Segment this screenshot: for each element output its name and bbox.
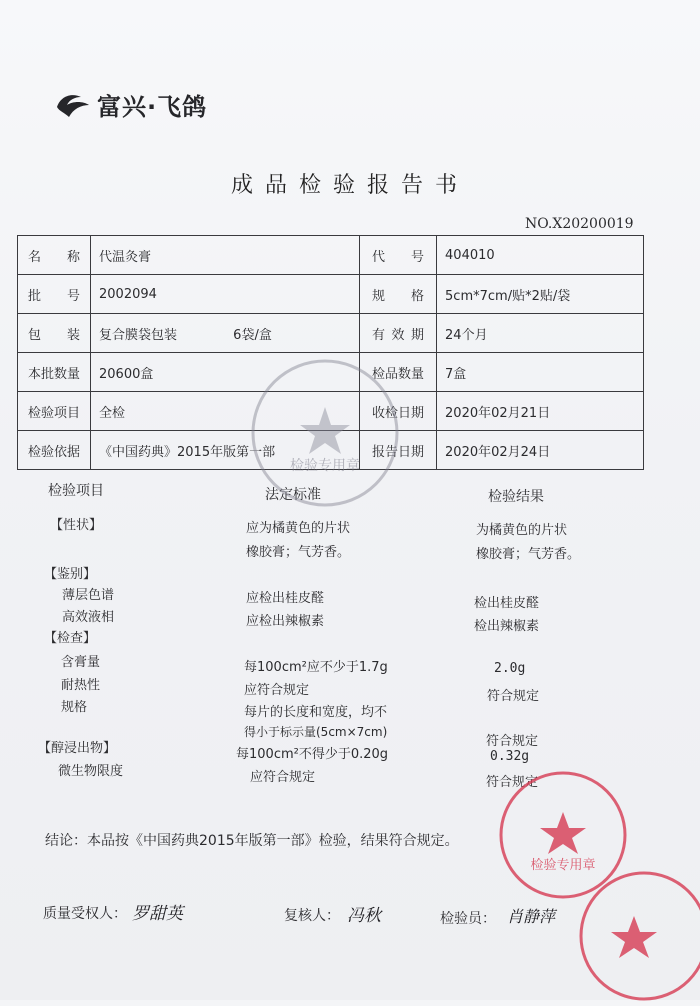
micro-result: 符合规定 bbox=[486, 775, 539, 790]
svg-text:检验专用章: 检验专用章 bbox=[530, 858, 596, 873]
content-result: 2.0g bbox=[494, 661, 526, 676]
inspector-label: 检验员： bbox=[440, 911, 496, 927]
sample-qty-value: 7盒 bbox=[437, 353, 644, 392]
col-result-heading: 检验结果 bbox=[488, 489, 544, 505]
batch-qty-label: 本批数量 bbox=[18, 353, 91, 392]
validity-value: 24个月 bbox=[437, 314, 644, 353]
receive-date: 2020年02月21日 bbox=[437, 392, 644, 431]
size-standard-1: 每片的长度和宽度，均不 bbox=[244, 705, 388, 720]
code-label: 代 号 bbox=[360, 236, 437, 275]
report-date: 2020年02月24日 bbox=[437, 431, 644, 470]
receive-label: 收检日期 bbox=[360, 392, 437, 431]
pack-value: 复合膜袋包装 bbox=[99, 327, 178, 343]
page-title: 成品检验报告书 bbox=[230, 173, 469, 198]
hplc-item: 高效液相 bbox=[62, 610, 115, 625]
inspection-stamp-faint bbox=[244, 352, 406, 514]
inspector-signature: 肖静萍 bbox=[507, 907, 556, 926]
svg-text:检验专用章: 检验专用章 bbox=[290, 458, 360, 474]
content-standard: 每100cm²应不少于1.7g bbox=[244, 660, 388, 675]
company-name: 富兴·飞鸽 bbox=[97, 93, 208, 121]
traits-standard-1: 应为橘黄色的片状 bbox=[246, 521, 351, 536]
report-number: NO.X20200019 bbox=[525, 216, 634, 232]
qa-label: 质量受权人： bbox=[43, 906, 127, 922]
extract-result: 0.32g bbox=[490, 749, 530, 764]
dove-logo-icon bbox=[55, 91, 91, 119]
col-item-heading: 检验项目 bbox=[48, 483, 104, 499]
company-logo bbox=[55, 87, 207, 122]
item-value: 全检 bbox=[91, 392, 360, 431]
size-item: 规格 bbox=[61, 700, 88, 715]
tlc-standard: 应检出桂皮醛 bbox=[246, 591, 325, 606]
hplc-standard: 应检出辣椒素 bbox=[246, 614, 325, 629]
micro-item: 微生物限度 bbox=[58, 764, 124, 779]
heat-result: 符合规定 bbox=[487, 689, 540, 704]
batch-value: 2002094 bbox=[91, 275, 360, 314]
micro-standard: 应符合规定 bbox=[250, 770, 316, 785]
table-row bbox=[18, 314, 644, 353]
traits-result-2: 橡胶膏；气芳香。 bbox=[476, 547, 581, 562]
quality-stamp-red bbox=[574, 866, 700, 1006]
spec-label: 规 格 bbox=[360, 275, 437, 314]
item-label: 检验项目 bbox=[18, 392, 91, 431]
qa-signature: 罗甜英 bbox=[132, 904, 183, 924]
name-label: 名 称 bbox=[18, 236, 91, 275]
conclusion: 结论：本品按《中国药典2015年版第一部》检验，结果符合规定。 bbox=[45, 833, 459, 849]
tlc-result: 检出桂皮醛 bbox=[474, 596, 540, 611]
traits-section: 【性状】 bbox=[50, 518, 103, 533]
pack-cell bbox=[91, 314, 360, 353]
table-row bbox=[18, 275, 644, 314]
size-result: 符合规定 bbox=[486, 734, 539, 749]
ident-section: 【鉴别】 bbox=[44, 567, 97, 582]
spec-value: 5cm*7cm/贴*2贴/袋 bbox=[437, 275, 644, 314]
batch-label: 批 号 bbox=[18, 275, 91, 314]
content-item: 含膏量 bbox=[61, 655, 101, 670]
review-signature: 冯秋 bbox=[347, 906, 381, 926]
hplc-result: 检出辣椒素 bbox=[474, 619, 540, 634]
validity-label: 有效期 bbox=[360, 314, 437, 353]
col-standard-heading: 法定标准 bbox=[265, 487, 321, 503]
batch-qty-value: 20600盒 bbox=[91, 353, 360, 392]
check-section: 【检查】 bbox=[44, 631, 97, 646]
pack-label: 包 装 bbox=[18, 314, 91, 353]
table-row bbox=[18, 236, 644, 275]
traits-standard-2: 橡胶膏；气芳香。 bbox=[246, 545, 351, 560]
heat-standard: 应符合规定 bbox=[244, 683, 310, 698]
basis-value: 《中国药典》2015年版第一部 bbox=[91, 431, 360, 470]
heat-item: 耐热性 bbox=[61, 678, 101, 693]
size-standard-2: 得小于标示量(5cm×7cm) bbox=[244, 725, 388, 739]
code-value: 404010 bbox=[437, 236, 644, 275]
extract-standard: 每100cm²不得少于0.20g bbox=[236, 747, 389, 762]
report-date-label: 报告日期 bbox=[360, 431, 437, 470]
extract-section: 【醇浸出物】 bbox=[38, 741, 117, 756]
traits-result-1: 为橘黄色的片状 bbox=[476, 523, 568, 538]
pack-qty: 6袋/盒 bbox=[233, 327, 272, 343]
review-label: 复核人： bbox=[284, 908, 340, 924]
name-value: 代温灸膏 bbox=[91, 236, 360, 275]
basis-label: 检验依据 bbox=[18, 431, 91, 470]
tlc-item: 薄层色谱 bbox=[62, 588, 115, 603]
sample-qty-label: 检品数量 bbox=[360, 353, 437, 392]
